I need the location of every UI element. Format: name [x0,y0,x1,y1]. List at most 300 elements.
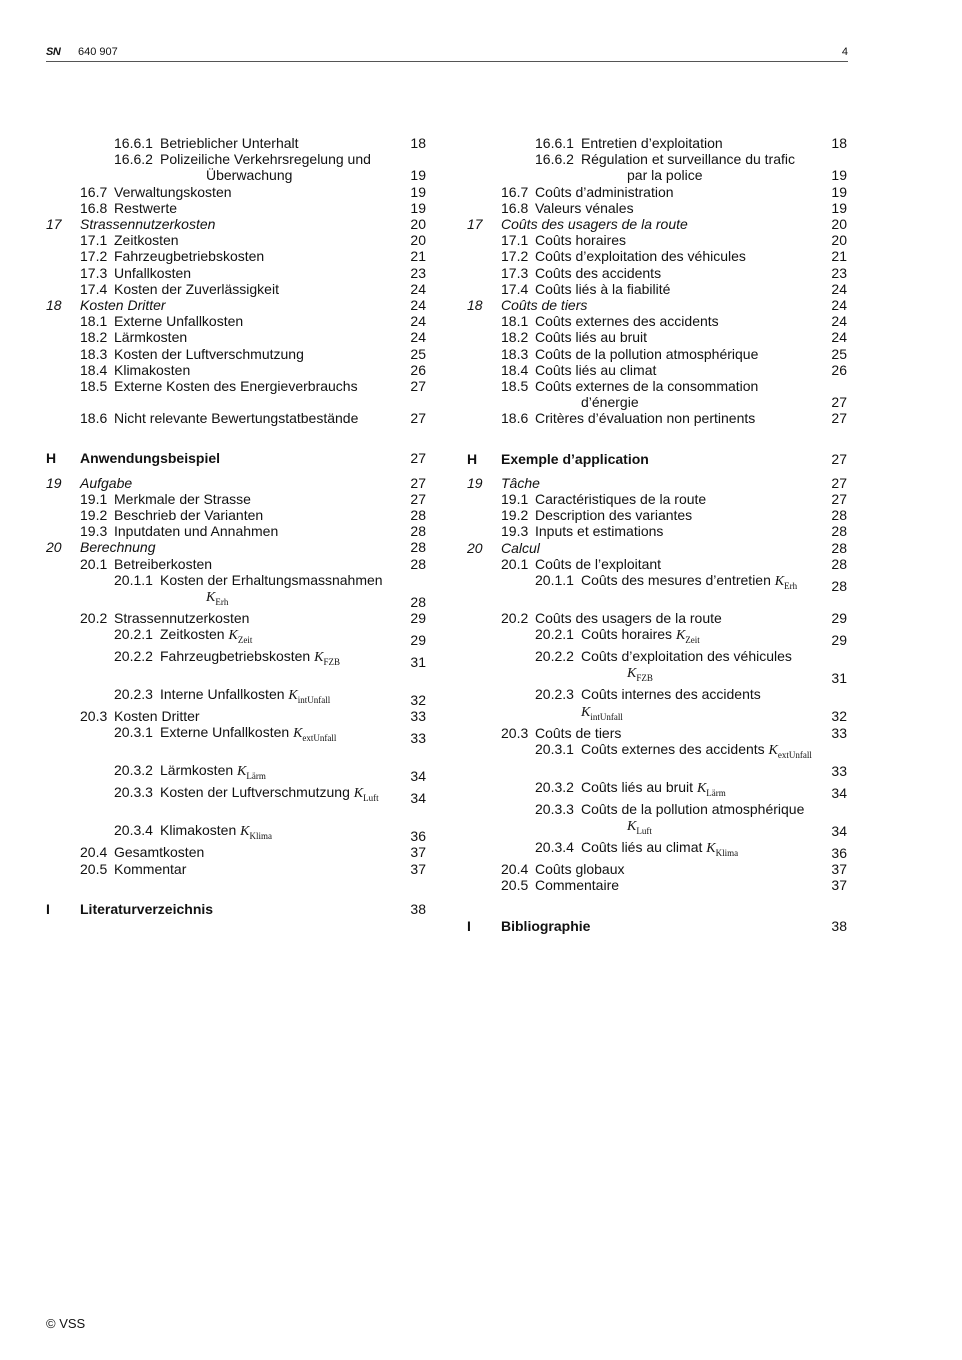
toc-entry[interactable] [46,556,426,572]
toc-page-number: 28 [410,539,426,556]
toc-entry-number: 18.3 [80,345,108,362]
toc-entry-title [114,507,384,523]
formula-symbol-letter: K [627,819,637,835]
toc-entry-number: 17.3 [501,264,529,281]
toc-entry[interactable] [46,362,426,378]
toc-entry[interactable] [46,200,426,216]
formula-symbol-letter: K [240,824,250,840]
toc-entry-title-text: Coûts de tiers [501,297,588,314]
toc-chapter-number: 19 [467,474,483,491]
toc-page-number: 19 [410,183,426,200]
toc-entry[interactable] [467,329,847,345]
formula-symbol-letter: K [228,628,238,644]
formula-symbol [237,764,266,782]
toc-entry[interactable] [467,200,847,216]
toc-entry[interactable] [46,232,426,248]
formula-symbol-letter: K [696,781,707,797]
toc-entry[interactable] [46,378,426,394]
toc-page-number: 34 [831,784,847,801]
toc-entry-title-text: Kosten der Zuverlässigkeit [114,280,279,297]
toc-entry-title-text: Inputdaten und Annahmen [114,523,279,540]
toc-entry[interactable] [46,216,426,232]
toc-entry[interactable] [46,475,426,491]
toc-entry-number: 17.4 [501,280,529,297]
toc-entry-number: 19.2 [80,507,108,524]
formula-symbol-letter: K [768,742,778,758]
toc-entry[interactable] [467,839,847,861]
toc-entry-title [581,572,805,594]
toc-entry-number: 17.3 [80,264,108,281]
toc-entry-title-continuation [160,588,384,610]
toc-entry-title [535,346,805,362]
toc-entry[interactable] [467,297,847,313]
toc-entry[interactable] [467,475,847,491]
toc-section-entry[interactable] [46,901,426,917]
formula-symbol [288,688,331,706]
toc-entry[interactable] [467,232,847,248]
toc-entry[interactable] [467,626,847,648]
toc-entry-number: 20.3.4 [535,839,574,856]
toc-entry-title-text: Interne Unfallkosten [160,686,289,703]
toc-entry-title-text: Nicht relevante Bewertungstatbestände [114,410,359,427]
toc-section-letter: H [467,450,478,467]
toc-entry-title [535,861,805,877]
toc-entry-number: 20.2.2 [114,648,153,665]
toc-entry-number: 20.2.1 [535,626,574,643]
toc-entry-title-text: Coûts liés au climat [535,361,657,378]
toc-page-number: 24 [410,329,426,346]
toc-entry-title-text: Aufgabe [80,474,133,491]
toc-chapter-number: 17 [46,216,62,233]
toc-entry[interactable] [46,329,426,345]
toc-entry-number: 16.6.2 [535,151,574,168]
toc-entry[interactable] [46,523,426,539]
toc-entry-title-text: Lärmkosten [160,762,238,779]
toc-entry-title-text: Betrieblicher Unterhalt [160,135,299,151]
toc-page-number: 25 [410,345,426,362]
toc-entry-title [535,523,805,539]
toc-column-german [46,135,426,917]
toc-entry[interactable] [467,507,847,523]
toc-entry-number: 16.6.2 [114,151,153,168]
toc-entry[interactable] [467,801,847,839]
toc-entry-title-continuation [581,664,805,686]
toc-page-number: 27 [410,378,426,395]
toc-entry[interactable] [467,281,847,297]
toc-entry[interactable] [46,861,426,877]
toc-entry-number: 19.1 [501,491,529,508]
toc-entry-title [535,232,805,248]
toc-entry[interactable] [46,844,426,860]
toc-page-number: 29 [410,610,426,627]
page-header [46,44,848,62]
toc-page-number: 31 [410,654,426,671]
toc-entry[interactable] [46,281,426,297]
toc-entry[interactable] [46,297,426,313]
formula-symbol-subscript: Lärm [246,771,266,782]
toc-section-entry[interactable] [46,450,426,466]
formula-symbol-letter: K [237,764,247,780]
formula-symbol-letter: K [293,726,303,742]
toc-page-number: 21 [410,248,426,265]
toc-entry-title-text: Valeurs vénales [535,199,634,216]
toc-entry-title-text: Zeitkosten [114,232,179,249]
toc-page-number: 27 [831,474,847,491]
toc-page-number: 32 [410,692,426,709]
toc-entry[interactable] [467,610,847,626]
toc-entry-title-text: Fahrzeugbetriebskosten [160,648,315,665]
toc-entry[interactable] [46,784,426,806]
toc-page-number: 18 [831,135,847,151]
toc-entry-title-text: Exemple d’application [501,450,649,467]
toc-entry-title-text: Kosten der Luftverschmutzung [114,345,304,362]
toc-entry-title [501,918,805,934]
toc-entry-title-text: Betreiberkosten [114,555,213,572]
toc-entry-title [501,540,805,556]
toc-entry[interactable] [46,822,426,844]
toc-entry-title-text: Berechnung [80,539,156,556]
toc-page-number: 34 [831,823,847,840]
toc-entry[interactable] [46,507,426,523]
toc-entry-title-text: Coûts de tiers [535,724,622,741]
toc-page-number: 33 [410,730,426,747]
toc-entry-title-text: Coûts liés au bruit [535,329,648,346]
toc-entry-number: 18.5 [501,378,529,395]
toc-entry-title [535,362,805,378]
toc-entry-title-text: Coûts des usagers de la route [535,610,722,627]
toc-entry[interactable] [467,248,847,264]
page-number: 4 [841,46,848,58]
toc-entry[interactable] [467,151,847,183]
formula-symbol-subscript: Lärm [706,787,726,798]
toc-entry[interactable] [46,539,426,555]
toc-entry-title-text: Lärmkosten [114,329,188,346]
toc-entry[interactable] [467,686,847,724]
toc-entry[interactable] [467,540,847,556]
copyright-footer: © VSS [46,1316,86,1331]
formula-symbol-subscript: intUnfall [297,695,331,706]
toc-page-number: 34 [410,768,426,785]
toc-entry-title [114,346,384,362]
toc-entry-title [114,200,384,216]
toc-entry-title [535,491,805,507]
toc-entry-number: 20.2 [501,610,529,627]
toc-entry[interactable] [467,135,847,151]
formula-symbol [240,824,272,842]
formula-symbol [581,705,623,720]
toc-page-number: 33 [831,724,847,741]
formula-symbol-subscript: Erh [784,580,798,591]
toc-page-number: 21 [831,248,847,265]
toc-entry-number: 16.6.1 [114,135,153,151]
toc-section-entry[interactable] [467,451,847,467]
toc-entry-number: 18.6 [80,410,108,427]
toc-entry-title [581,686,805,724]
toc-entry-number: 16.6.1 [535,135,574,151]
formula-symbol [293,726,337,744]
toc-entry-number: 20.1 [80,555,108,572]
toc-page-number: 27 [831,410,847,427]
toc-entry-title-text: Coûts liés à la fiabilité [535,280,671,297]
formula-symbol [769,743,812,758]
toc-entry-number: 18.4 [501,361,529,378]
toc-page-line [467,763,847,779]
formula-symbol-letter: K [774,574,785,590]
formula-symbol [675,628,700,646]
toc-entry-title-text: Zeitkosten [160,626,229,643]
toc-entry-number: 20.3.2 [114,762,153,779]
toc-entry-number: 16.8 [80,199,108,216]
toc-page-number: 27 [831,491,847,508]
toc-entry-title-text: Coûts d’exploitation des véhicules [535,248,746,265]
toc-page-number: 38 [410,900,426,917]
toc-entry[interactable] [46,572,426,610]
toc-entry-title [581,626,805,648]
toc-entry-title [581,740,812,763]
toc-entry[interactable] [467,346,847,362]
toc-entry-title [535,281,805,297]
toc-page-number: 36 [831,845,847,862]
toc-page-number: 33 [831,762,847,779]
formula-symbol-letter: K [288,688,298,704]
formula-symbol [627,666,653,684]
toc-entry[interactable] [467,378,847,410]
toc-entry-title-text: Coûts d’administration [535,183,674,200]
toc-entry-title [160,648,384,670]
toc-entry-number: 20.2.2 [535,648,574,665]
toc-entry-title-text: Coûts liés au bruit [581,779,697,796]
toc-entry-title [535,184,805,200]
formula-symbol-subscript: Zeit [685,635,700,646]
formula-symbol-subscript: extUnfall [777,749,812,760]
toc-entry[interactable] [46,762,426,784]
toc-entry-title [535,507,805,523]
toc-page-number: 24 [831,313,847,330]
toc-entry-number: 20.4 [501,861,529,878]
toc-entry[interactable] [46,491,426,507]
toc-entry[interactable] [46,648,426,670]
formula-symbol-subscript: FZB [636,673,653,684]
toc-page-number: 38 [831,917,847,934]
toc-entry[interactable] [467,410,847,426]
toc-entry-title [535,378,805,410]
toc-entry[interactable] [467,741,847,779]
toc-entry-title-text: Externe Unfallkosten [114,313,244,330]
toc-column-french [467,135,847,934]
toc-page-number: 20 [410,216,426,233]
toc-entry[interactable] [467,491,847,507]
toc-entry-number: 18.5 [80,378,108,395]
toc-entry-title-text: Externe Unfallkosten [160,724,294,741]
formula-symbol-letter: K [706,841,716,857]
toc-entry[interactable] [467,779,847,801]
toc-page-number: 29 [410,632,426,649]
toc-entry[interactable] [467,572,847,594]
toc-chapter-number: 20 [467,539,483,556]
toc-entry-number: 20.2.3 [114,686,153,703]
toc-entry-title [160,572,384,610]
toc-entry[interactable] [46,610,426,626]
toc-entry[interactable] [467,556,847,572]
toc-entry-title-text: Restwerte [114,199,178,216]
toc-entry-title-text: Fahrzeugbetriebskosten [114,248,265,265]
toc-entry-title-text: Coûts internes des accidents [581,686,761,703]
toc-entry[interactable] [46,708,426,724]
toc-entry-title-text: Coûts de l’exploitant [535,555,662,572]
toc-entry-title-text: Coûts externes des accidents [581,740,769,757]
toc-entry[interactable] [467,877,847,893]
toc-entry-title-text: Literaturverzeichnis [80,900,214,917]
toc-entry-title-text: Gesamtkosten [114,844,205,861]
toc-entry[interactable] [467,861,847,877]
toc-entry-title [114,861,384,877]
toc-entry-number: 20.2.1 [114,626,153,643]
toc-page-number: 27 [410,410,426,427]
toc-entry-title-text: Merkmale der Strasse [114,490,251,507]
toc-entry-title-continuation: d’énergie [581,394,639,411]
toc-entry-title-text: Critères d’évaluation non pertinents [535,410,756,427]
formula-symbol [353,786,379,804]
toc-entry-title-text: Strassennutzerkosten [114,610,250,627]
toc-page-number: 23 [410,264,426,281]
toc-entry-title [581,648,805,686]
formula-symbol [775,574,797,589]
formula-symbol-letter: K [314,650,324,666]
formula-symbol-letter: K [353,786,364,802]
toc-entry[interactable] [467,184,847,200]
toc-entry[interactable] [467,313,847,329]
toc-entry-title-text: Coûts horaires [535,232,627,249]
toc-entry-title-text: Polizeiliche Verkehrsregelung und [160,151,371,168]
toc-entry-number: 20.1.1 [114,571,153,588]
toc-entry-number: 19.3 [501,523,529,540]
toc-entry[interactable] [46,151,426,183]
toc-entry-title-text: Coûts de la pollution atmosphérique [535,345,759,362]
toc-entry-title [114,491,384,507]
toc-entry[interactable] [46,184,426,200]
toc-entry-title-text: Anwendungsbeispiel [80,450,221,467]
toc-entry-number: 20.3.4 [114,822,153,839]
toc-entry-title-text: Tâche [501,474,540,491]
toc-page-number: 24 [831,329,847,346]
toc-entry-title [535,248,805,264]
toc-page-number: 27 [831,450,847,467]
toc-entry-title-text: Entretien d’exploitation [581,135,723,151]
toc-page-number: 23 [831,264,847,281]
toc-entry-title [114,232,384,248]
toc-page-number: 32 [831,708,847,725]
toc-entry-number: 20.1 [501,555,529,572]
toc-entry[interactable] [46,410,426,426]
toc-entry-title-text: Coûts d’exploitation des véhicules [581,648,792,665]
toc-entry-title-text: Verwaltungskosten [114,183,232,200]
toc-entry-title-text: Coûts externes des accidents [535,313,719,330]
toc-entry-title [501,475,805,491]
toc-section-letter: I [46,900,50,917]
toc-page-number: 24 [410,313,426,330]
toc-page-number: 28 [831,507,847,524]
toc-entry-title-text: Coûts globaux [535,861,625,878]
toc-entry[interactable] [46,313,426,329]
toc-entry-title [80,539,384,555]
formula-symbol-subscript: intUnfall [590,711,623,722]
toc-entry-title [535,410,805,426]
toc-chapter-number: 18 [46,297,62,314]
toc-entry[interactable] [467,216,847,232]
toc-entry-title [160,762,384,784]
toc-entry-title-text: Calcul [501,539,540,556]
toc-entry-title [114,313,384,329]
toc-entry-title [114,281,384,297]
toc-entry-title [114,844,384,860]
formula-symbol-letter: K [206,590,216,606]
toc-entry[interactable] [46,724,426,746]
toc-entry-title [80,216,384,232]
toc-entry-title-text: Description des variantes [535,507,693,524]
toc-entry-number: 20.3.2 [535,779,574,796]
toc-entry-number: 18.2 [501,329,529,346]
toc-section-entry[interactable] [467,918,847,934]
toc-entry-number: 20.3.3 [535,801,574,818]
toc-chapter-number: 19 [46,474,62,491]
toc-entry-number: 18.6 [501,410,529,427]
toc-chapter-number: 18 [467,297,483,314]
formula-symbol-subscript: Zeit [237,635,253,646]
toc-entry-title-text: Coûts des accidents [535,264,662,281]
toc-entry[interactable] [46,135,426,151]
formula-symbol-subscript: Luft [636,826,652,837]
toc-entry[interactable] [467,648,847,686]
toc-entry[interactable] [467,362,847,378]
toc-page-number: 36 [410,828,426,845]
toc-entry-number: 20.5 [501,877,529,894]
toc-page-number: 37 [410,844,426,861]
toc-entry-title [535,877,805,893]
toc-entry[interactable] [467,523,847,539]
toc-entry[interactable] [46,626,426,648]
toc-entry[interactable] [467,725,847,741]
formula-symbol [706,841,739,859]
toc-entry-number: 20.3.1 [114,724,153,741]
toc-entry[interactable] [46,265,426,281]
toc-entry-number: 16.7 [80,183,108,200]
toc-entry-title-text: Régulation et surveillance du trafic [581,151,796,168]
toc-entry-title [535,725,805,741]
toc-page-number: 28 [831,539,847,556]
toc-entry-title-text: Coûts des usagers de la route [501,216,688,233]
toc-entry-number: 20.2 [80,610,108,627]
toc-page-number: 27 [410,490,426,507]
formula-symbol-subscript: extUnfall [302,733,337,744]
toc-entry-title-text: Coûts des mesures d’entretien [581,572,775,589]
toc-entry[interactable] [467,265,847,281]
toc-entry-title-text: Externe Kosten des Energieverbrauchs [114,378,358,395]
toc-entry-title-text: Strassennutzerkosten [80,216,216,233]
toc-entry-number: 20.4 [80,844,108,861]
toc-page-number: 28 [410,555,426,572]
toc-entry-title [535,200,805,216]
toc-entry-title [160,151,384,183]
formula-symbol [627,819,652,837]
toc-entry[interactable] [46,248,426,264]
toc-entry-number: 18.1 [80,313,108,330]
toc-entry-title [535,313,805,329]
toc-entry-title [114,610,384,626]
toc-entry[interactable] [46,346,426,362]
toc-entry[interactable] [46,686,426,708]
toc-entry-title [114,362,384,378]
toc-page-number: 37 [410,860,426,877]
